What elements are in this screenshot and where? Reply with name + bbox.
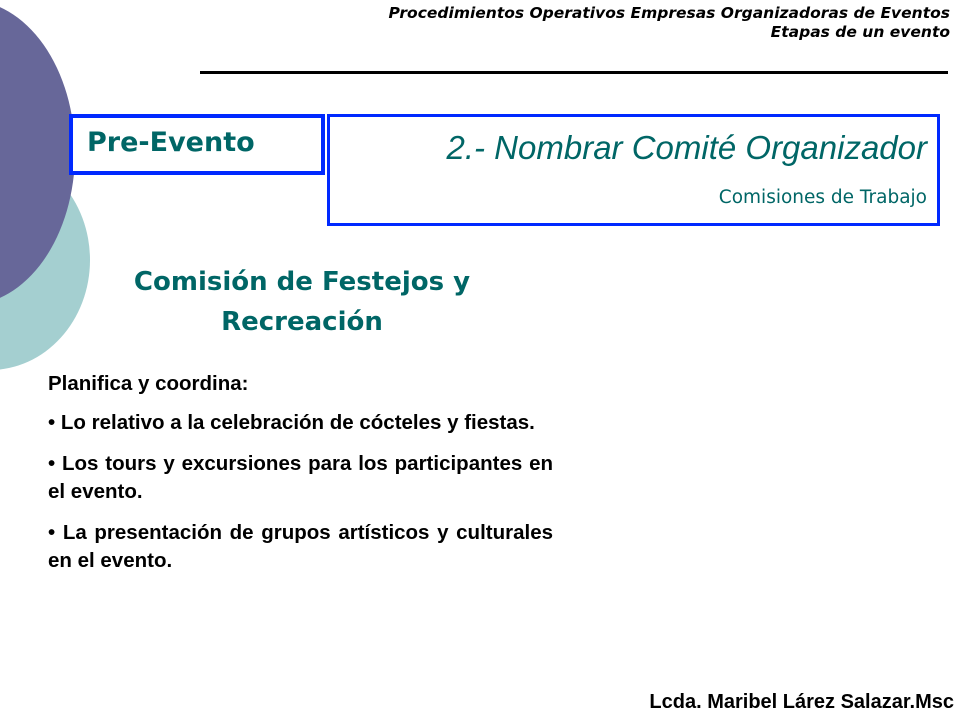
header-line-1: Procedimientos Operativos Empresas Organizadoras de Eventos xyxy=(388,4,950,22)
commission-title xyxy=(52,262,552,342)
topic-box xyxy=(327,114,940,226)
phase-label: Pre-Evento xyxy=(87,127,255,158)
commission-title-line-2: Recreación xyxy=(221,307,383,337)
header-divider xyxy=(200,71,948,74)
bullet-item: • Los tours y excursiones para los participantes en el evento. xyxy=(48,452,553,503)
bullet-item: • Lo relativo a la celebración de cócteles y fiestas. xyxy=(48,411,535,434)
content-intro: Planifica y coordina: xyxy=(48,372,249,395)
bullet-item: • La presentación de grupos artísticos y culturales en el evento. xyxy=(48,521,553,572)
bullet-text: Lo relativo a la celebración de cócteles y fiestas. xyxy=(60,411,535,434)
header-line-2: Etapas de un evento xyxy=(770,23,950,41)
bullet-text: Los tours y excursiones para los participantes en el evento. xyxy=(48,452,553,503)
slide-header xyxy=(389,4,950,42)
topic-title: 2.- Nombrar Comité Organizador xyxy=(446,129,927,166)
topic-subtitle: Comisiones de Trabajo xyxy=(718,187,927,208)
content-body xyxy=(48,370,553,588)
bullet-text: La presentación de grupos artísticos y culturales en el evento. xyxy=(48,521,553,572)
phase-label-box xyxy=(69,114,325,175)
commission-title-line-1: Comisión de Festejos y xyxy=(133,267,471,297)
author-footer: Lcda. Maribel Lárez Salazar.Msc xyxy=(649,691,954,713)
